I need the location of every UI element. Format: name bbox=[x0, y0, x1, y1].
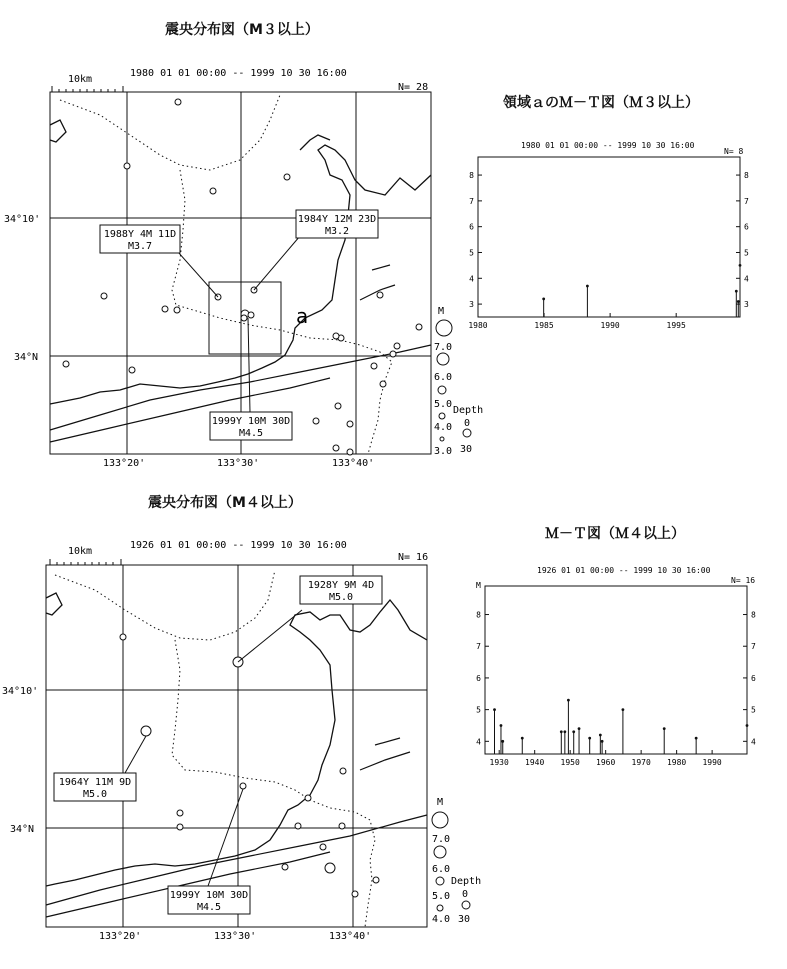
y-tick-label-left: 3 bbox=[469, 300, 474, 310]
bottom-leader-1928 bbox=[238, 610, 302, 662]
event-marker bbox=[521, 737, 524, 740]
top-annotation-1984-date: 1984Y 12M 23D bbox=[297, 214, 377, 225]
bottom-depth-legend bbox=[451, 876, 481, 925]
y-tick-label-left: 8 bbox=[469, 171, 474, 181]
epicenter bbox=[347, 449, 353, 455]
y-tick-label-left: 6 bbox=[469, 222, 474, 232]
y-tick-label-right: 8 bbox=[744, 171, 749, 181]
x-tick-label: 1930 bbox=[489, 758, 509, 767]
y-tick-label-right: 4 bbox=[751, 737, 756, 747]
bottom-legend-depth-0: 0 bbox=[462, 889, 469, 900]
y-tick-label-left: 7 bbox=[469, 196, 474, 206]
epicenter bbox=[63, 361, 69, 367]
event-marker bbox=[586, 285, 589, 288]
x-tick-label: 1990 bbox=[600, 321, 620, 330]
event-marker bbox=[542, 298, 545, 301]
event-marker bbox=[739, 264, 742, 267]
legend-circle bbox=[437, 905, 443, 911]
bottom-annotation-1999 bbox=[168, 886, 250, 914]
legend-circle bbox=[440, 437, 444, 441]
bottom-legend-m-4: 4.0 bbox=[432, 914, 451, 925]
x-tick-label: 1980 bbox=[468, 321, 488, 330]
bottom-leader-1964 bbox=[125, 736, 146, 773]
y-tick-label-left: 4 bbox=[469, 274, 474, 284]
bottom-lon-label-3: 133°40' bbox=[329, 931, 372, 942]
bottom-magnitude-legend bbox=[432, 797, 450, 925]
top-map-frame bbox=[50, 92, 431, 454]
epicenter bbox=[380, 381, 386, 387]
bottom-lon-label-1: 133°20' bbox=[99, 931, 142, 942]
epicenter bbox=[282, 864, 288, 870]
legend-circle bbox=[439, 413, 445, 419]
epicenter bbox=[248, 312, 254, 318]
bottom-annotation-1964 bbox=[54, 773, 136, 801]
top-legend-depth-0: 0 bbox=[464, 418, 471, 429]
epicenter bbox=[320, 844, 326, 850]
event-marker bbox=[563, 730, 566, 733]
epicenter bbox=[325, 863, 335, 873]
top-legend-m-title: M bbox=[438, 306, 445, 317]
bottom-legend-m-2: 6.0 bbox=[432, 864, 451, 875]
bottom-map-period: 1926 01 01 00:00 -- 1999 10 30 16:00 bbox=[130, 540, 347, 551]
top-legend-m-5: 3.0 bbox=[434, 446, 453, 457]
bottom-legend-m-3: 5.0 bbox=[432, 891, 451, 902]
x-tick-label: 1960 bbox=[596, 758, 616, 767]
legend-depth-circle bbox=[462, 901, 470, 909]
bottom-annotation-1928 bbox=[300, 576, 382, 604]
epicenter bbox=[340, 768, 346, 774]
bottom-map-title: 震央分布図（M４以上） bbox=[148, 495, 302, 511]
y-tick-label-right: 8 bbox=[751, 610, 756, 620]
event-marker bbox=[663, 727, 666, 730]
top-region-a-label: a bbox=[296, 304, 309, 328]
event-marker bbox=[599, 734, 602, 737]
event-marker bbox=[737, 300, 740, 303]
legend-circle bbox=[436, 877, 444, 885]
bottom-scale-label: 10km bbox=[68, 546, 93, 557]
top-mt-plot bbox=[468, 171, 749, 330]
y-tick-label-right: 7 bbox=[744, 196, 749, 206]
bottom-annotation-1964-mag: M5.0 bbox=[82, 789, 108, 800]
bottom-legend-m-1: 7.0 bbox=[432, 834, 451, 845]
x-tick-label: 1985 bbox=[534, 321, 554, 330]
bottom-annotation-1928-date: 1928Y 9M 4D bbox=[307, 580, 375, 591]
epicenter bbox=[339, 823, 345, 829]
legend-circle bbox=[432, 812, 448, 828]
epicenter bbox=[377, 292, 383, 298]
epicenter bbox=[371, 363, 377, 369]
bottom-map-scale-bar bbox=[50, 546, 121, 565]
x-tick-label: 1950 bbox=[560, 758, 580, 767]
bottom-mt-frame bbox=[485, 586, 747, 754]
y-tick-label-right: 3 bbox=[744, 300, 749, 310]
bottom-legend-depth-title: Depth bbox=[451, 876, 482, 887]
y-tick-label-left: 5 bbox=[469, 248, 474, 258]
top-legend-m-3: 5.0 bbox=[434, 399, 453, 410]
top-annotation-1999-mag: M4.5 bbox=[238, 428, 264, 439]
event-marker bbox=[572, 730, 575, 733]
top-annotation-1999 bbox=[210, 412, 292, 440]
epicenter bbox=[394, 343, 400, 349]
legend-depth-circle bbox=[463, 429, 471, 437]
epicenter bbox=[335, 403, 341, 409]
epicenter bbox=[175, 99, 181, 105]
top-lon-label-2: 133°30' bbox=[217, 458, 260, 469]
y-tick-label-right: 7 bbox=[751, 642, 756, 652]
epicenter bbox=[373, 877, 379, 883]
top-epicenters bbox=[63, 99, 422, 455]
top-annotation-1988-date: 1988Y 4M 11D bbox=[103, 229, 177, 240]
epicenter bbox=[352, 891, 358, 897]
legend-circle bbox=[436, 320, 452, 336]
epicenter bbox=[333, 333, 339, 339]
y-tick-label-right: 6 bbox=[751, 673, 756, 683]
y-tick-label-left: 6 bbox=[476, 673, 481, 683]
event-marker bbox=[493, 708, 496, 711]
top-mt-title: 領域ａのＭ－Ｔ図（Ｍ３以上） bbox=[503, 95, 699, 111]
epicenter bbox=[416, 324, 422, 330]
bottom-annotation-1928-mag: M5.0 bbox=[328, 592, 354, 603]
top-leader-1988 bbox=[178, 252, 218, 297]
bottom-lat-label-2: 34°N bbox=[10, 824, 35, 835]
bottom-mt-period: 1926 01 01 00:00 -- 1999 10 30 16:00 bbox=[537, 566, 711, 575]
event-marker bbox=[746, 724, 749, 727]
epicenter bbox=[177, 810, 183, 816]
epicenter bbox=[210, 188, 216, 194]
top-prefecture-boundary bbox=[60, 95, 392, 454]
epicenter bbox=[305, 795, 311, 801]
epicenter bbox=[241, 315, 247, 321]
bottom-mt-count: N= 16 bbox=[731, 576, 756, 585]
top-legend-m-4: 4.0 bbox=[434, 422, 453, 433]
epicenter bbox=[162, 306, 168, 312]
x-tick-label: 1970 bbox=[631, 758, 651, 767]
epicenter bbox=[174, 307, 180, 313]
top-leader-1999 bbox=[248, 318, 250, 412]
top-mt-count: N= 8 bbox=[724, 147, 744, 156]
top-map-title: 震央分布図（M３以上） bbox=[165, 22, 319, 38]
y-tick-label-right: 5 bbox=[744, 248, 749, 258]
top-magnitude-legend bbox=[434, 306, 452, 457]
epicenter bbox=[313, 418, 319, 424]
top-map-period: 1980 01 01 00:00 -- 1999 10 30 16:00 bbox=[130, 68, 347, 79]
y-tick-label-right: 4 bbox=[744, 274, 749, 284]
event-marker bbox=[622, 708, 625, 711]
top-annotation-1988 bbox=[100, 225, 180, 253]
bottom-lon-label-2: 133°30' bbox=[214, 931, 257, 942]
y-tick-label-right: 6 bbox=[744, 222, 749, 232]
y-tick-label-left: 4 bbox=[476, 737, 481, 747]
epicenter bbox=[141, 726, 151, 736]
event-marker bbox=[501, 740, 504, 743]
event-marker bbox=[500, 724, 503, 727]
y-tick-label-left: 8 bbox=[476, 610, 481, 620]
event-marker bbox=[567, 699, 570, 702]
top-map-count: N= 28 bbox=[398, 82, 429, 93]
epicenter bbox=[333, 445, 339, 451]
top-annotation-1984-mag: M3.2 bbox=[324, 226, 350, 237]
event-marker bbox=[735, 290, 738, 293]
bottom-annotation-1999-date: 1999Y 10M 30D bbox=[169, 890, 249, 901]
legend-circle bbox=[437, 353, 449, 365]
legend-circle bbox=[434, 846, 446, 858]
epicenter bbox=[390, 351, 396, 357]
top-map-grid bbox=[50, 92, 431, 454]
top-annotation-1984 bbox=[296, 210, 378, 238]
epicenter bbox=[284, 174, 290, 180]
y-tick-label-left: 7 bbox=[476, 642, 481, 652]
bottom-mt-title: Ｍ－Ｔ図（Ｍ４以上） bbox=[545, 526, 685, 542]
epicenter bbox=[120, 634, 126, 640]
top-annotation-1988-mag: M3.7 bbox=[127, 241, 153, 252]
bottom-map-count: N= 16 bbox=[398, 552, 429, 563]
top-annotation-1999-date: 1999Y 10M 30D bbox=[211, 416, 291, 427]
x-tick-label: 1995 bbox=[666, 321, 686, 330]
x-tick-label: 1980 bbox=[666, 758, 687, 767]
top-mt-period: 1980 01 01 00:00 -- 1999 10 30 16:00 bbox=[521, 141, 695, 150]
top-legend-m-1: 7.0 bbox=[434, 342, 453, 353]
bottom-annotation-1964-date: 1964Y 11M 9D bbox=[58, 777, 132, 788]
top-legend-depth-30: 30 bbox=[460, 444, 473, 455]
top-lat-label-2: 34°N bbox=[14, 352, 39, 363]
event-marker bbox=[695, 737, 698, 740]
x-tick-label: 1990 bbox=[702, 758, 722, 767]
bottom-legend-depth-30: 30 bbox=[458, 914, 471, 925]
event-marker bbox=[601, 740, 604, 743]
event-marker bbox=[578, 727, 581, 730]
bottom-lat-label-1: 34°10' bbox=[2, 686, 39, 697]
bottom-mt-y-label: M bbox=[476, 581, 481, 590]
epicenter bbox=[129, 367, 135, 373]
x-tick-label: 1940 bbox=[525, 758, 545, 767]
top-mt-frame bbox=[478, 157, 740, 317]
y-tick-label-left: 5 bbox=[476, 705, 481, 715]
y-tick-label-right: 5 bbox=[751, 705, 756, 715]
epicenter bbox=[295, 823, 301, 829]
bottom-coastline bbox=[46, 593, 427, 886]
epicenter bbox=[101, 293, 107, 299]
epicenter bbox=[240, 783, 246, 789]
top-legend-depth-title: Depth bbox=[453, 405, 484, 416]
top-lat-label-1: 34°10' bbox=[4, 214, 41, 225]
event-marker bbox=[560, 730, 563, 733]
top-legend-m-2: 6.0 bbox=[434, 372, 453, 383]
bottom-mt-plot bbox=[476, 611, 756, 767]
epicenter bbox=[177, 824, 183, 830]
legend-circle bbox=[438, 386, 446, 394]
top-lon-label-3: 133°40' bbox=[332, 458, 375, 469]
event-marker bbox=[588, 737, 591, 740]
top-lon-label-1: 133°20' bbox=[103, 458, 146, 469]
bottom-annotation-1999-mag: M4.5 bbox=[196, 902, 222, 913]
top-scale-label: 10km bbox=[68, 74, 93, 85]
bottom-legend-m-title: M bbox=[437, 797, 444, 808]
top-depth-legend bbox=[453, 405, 483, 455]
bottom-epicenters bbox=[120, 634, 379, 897]
epicenter bbox=[124, 163, 130, 169]
epicenter bbox=[347, 421, 353, 427]
top-map-scale-bar bbox=[52, 74, 123, 92]
